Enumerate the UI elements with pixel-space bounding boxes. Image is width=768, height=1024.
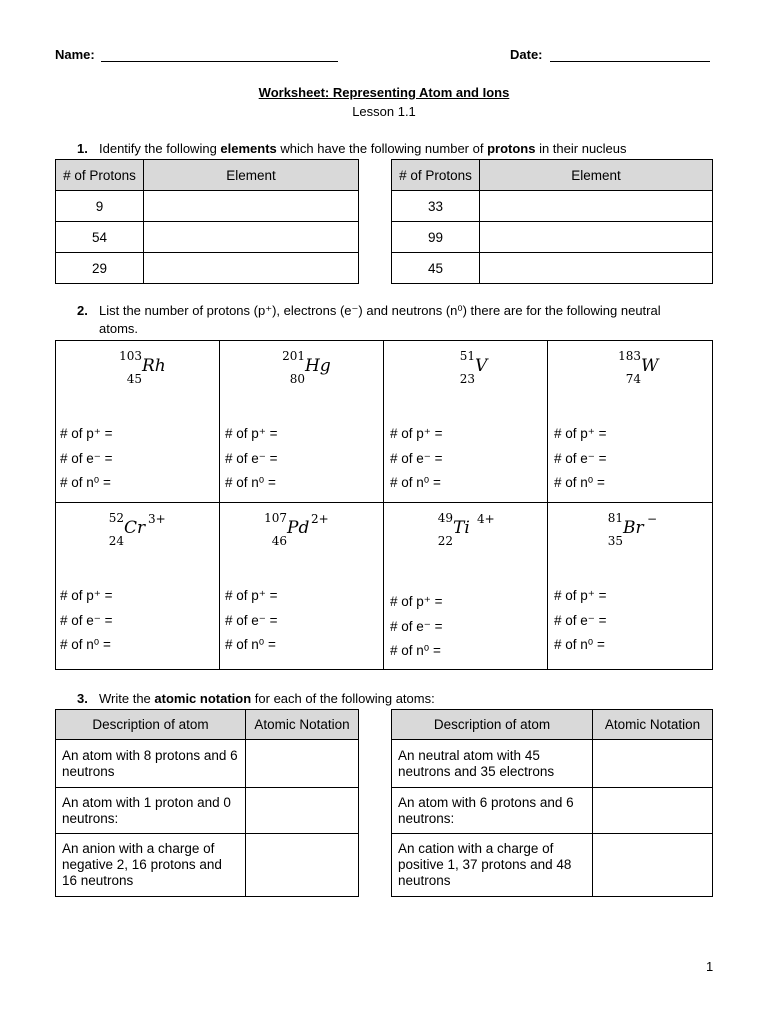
mass-number: 49 — [437, 511, 453, 525]
mass-number: 183 — [618, 349, 641, 363]
mass-number: 81 — [607, 511, 623, 525]
notation-table-left — [55, 709, 359, 897]
neutron-count-label[interactable]: # of n⁰ = — [390, 475, 441, 490]
table-row — [392, 253, 713, 284]
element-symbol: Ti — [453, 518, 470, 538]
ion-charge: − — [647, 512, 658, 526]
description-cell: An atom with 6 protons and 6 neutrons: — [392, 788, 593, 834]
page-subtitle: Lesson 1.1 — [352, 104, 416, 119]
proton-count-label[interactable]: # of p⁺ = — [390, 426, 443, 441]
electron-count-label[interactable]: # of e⁻ = — [225, 612, 278, 628]
ion-charge: 3+ — [148, 512, 166, 526]
electron-count-label[interactable]: # of e⁻ = — [60, 612, 113, 628]
protons-table-left — [55, 159, 359, 284]
notation-answer-cell[interactable] — [246, 740, 359, 788]
element-answer-cell[interactable] — [480, 222, 713, 253]
page-title: Worksheet: Representing Atom and Ions — [258, 85, 510, 100]
ion-charge: 2+ — [311, 512, 329, 526]
element-symbol: Cr — [124, 518, 146, 538]
proton-count-label[interactable]: # of p⁺ = — [225, 588, 278, 603]
description-cell: An atom with 8 protons and 6 neutrons — [56, 740, 246, 788]
neutron-count-label[interactable]: # of n⁰ = — [225, 475, 276, 490]
atoms-grid — [55, 340, 713, 670]
col-desc-header: Description of atom — [56, 710, 246, 740]
table-row — [392, 788, 713, 834]
proton-count: 33 — [392, 191, 480, 222]
atomic-number: 24 — [108, 534, 124, 548]
neutron-count-label[interactable]: # of n⁰ = — [390, 643, 441, 658]
proton-count-label[interactable]: # of p⁺ = — [554, 426, 607, 441]
name-label: Name: — [55, 47, 95, 62]
atomic-number: 74 — [625, 372, 641, 386]
date-field[interactable] — [550, 47, 710, 62]
mass-number: 201 — [282, 349, 305, 363]
name-field[interactable] — [101, 47, 338, 62]
element-answer-cell[interactable] — [480, 253, 713, 284]
proton-count: 99 — [392, 222, 480, 253]
col-element-header: Element — [144, 160, 359, 191]
electron-count-label[interactable]: # of e⁻ = — [390, 450, 443, 466]
element-answer-cell[interactable] — [144, 191, 359, 222]
element-symbol: Br — [623, 518, 644, 538]
date-label: Date: — [510, 47, 543, 62]
neutron-count-label[interactable]: # of n⁰ = — [554, 475, 605, 490]
element-answer-cell[interactable] — [144, 253, 359, 284]
proton-count: 9 — [56, 191, 144, 222]
proton-count-label[interactable]: # of p⁺ = — [554, 588, 607, 603]
col-desc-header: Description of atom — [392, 710, 593, 740]
element-symbol: Pd — [287, 518, 310, 538]
page-number: 1 — [706, 959, 714, 974]
description-cell: An cation with a charge of positive 1, 37 protons and 48 neutrons — [392, 834, 593, 897]
mass-number: 107 — [264, 511, 287, 525]
table-row — [56, 740, 359, 788]
proton-count-label[interactable]: # of p⁺ = — [60, 588, 113, 603]
atomic-number: 80 — [289, 372, 305, 386]
proton-count-label[interactable]: # of p⁺ = — [60, 426, 113, 441]
mass-number: 52 — [108, 511, 124, 525]
electron-count-label[interactable]: # of e⁻ = — [554, 450, 607, 466]
electron-count-label[interactable]: # of e⁻ = — [390, 618, 443, 634]
table-row — [56, 222, 359, 253]
proton-count-label[interactable]: # of p⁺ = — [390, 594, 443, 609]
col-notation-header: Atomic Notation — [593, 710, 713, 740]
element-symbol: W — [641, 356, 659, 376]
atomic-number: 35 — [607, 534, 623, 548]
notation-answer-cell[interactable] — [246, 788, 359, 834]
table-row — [56, 788, 359, 834]
table-row — [392, 834, 713, 897]
q2-text-cont: atoms. — [99, 321, 139, 336]
table-row — [392, 740, 713, 788]
neutron-count-label[interactable]: # of n⁰ = — [225, 637, 276, 652]
proton-count: 45 — [392, 253, 480, 284]
description-cell: An neutral atom with 45 neutrons and 35 electrons — [392, 740, 593, 788]
table-row — [392, 222, 713, 253]
col-notation-header: Atomic Notation — [246, 710, 359, 740]
table-row — [56, 253, 359, 284]
proton-count: 54 — [56, 222, 144, 253]
q1-text: Identify the following elements which have the following number of protons in their nucleus — [99, 141, 627, 156]
element-symbol: Rh — [142, 356, 166, 376]
table-row — [56, 834, 359, 897]
proton-count: 29 — [56, 253, 144, 284]
col-protons-header: # of Protons — [56, 160, 144, 191]
element-symbol: V — [475, 356, 488, 376]
col-protons-header: # of Protons — [392, 160, 480, 191]
description-cell: An atom with 1 proton and 0 neutrons: — [56, 788, 246, 834]
q3-text: Write the atomic notation for each of the following atoms: — [99, 691, 435, 706]
mass-number: 103 — [119, 349, 142, 363]
proton-count-label[interactable]: # of p⁺ = — [225, 426, 278, 441]
element-symbol: Hg — [305, 356, 331, 376]
mass-number: 51 — [459, 349, 475, 363]
neutron-count-label[interactable]: # of n⁰ = — [554, 637, 605, 652]
electron-count-label[interactable]: # of e⁻ = — [60, 450, 113, 466]
notation-table-right — [391, 709, 713, 897]
neutron-count-label[interactable]: # of n⁰ = — [60, 637, 111, 652]
protons-table-right — [391, 159, 713, 284]
electron-count-label[interactable]: # of e⁻ = — [225, 450, 278, 466]
description-cell: An anion with a charge of negative 2, 16 protons and 16 neutrons — [56, 834, 246, 897]
neutron-count-label[interactable]: # of n⁰ = — [60, 475, 111, 490]
notation-answer-cell[interactable] — [593, 740, 713, 788]
atomic-number: 23 — [459, 372, 475, 386]
ion-charge: 4+ — [477, 512, 495, 526]
element-answer-cell[interactable] — [480, 191, 713, 222]
notation-answer-cell[interactable] — [246, 834, 359, 897]
q2-number: 2. — [77, 303, 88, 318]
electron-count-label[interactable]: # of e⁻ = — [554, 612, 607, 628]
atomic-number: 22 — [437, 534, 453, 548]
q2-text: List the number of protons (p⁺), electrons (e⁻) and neutrons (n⁰) there are for the following neutral — [99, 303, 661, 318]
table-row — [56, 191, 359, 222]
q3-number: 3. — [77, 691, 88, 706]
atomic-number: 45 — [126, 372, 142, 386]
notation-answer-cell[interactable] — [593, 788, 713, 834]
q1-number: 1. — [77, 141, 88, 156]
table-row — [392, 191, 713, 222]
col-element-header: Element — [480, 160, 713, 191]
atomic-number: 46 — [271, 534, 287, 548]
notation-answer-cell[interactable] — [593, 834, 713, 897]
element-answer-cell[interactable] — [144, 222, 359, 253]
